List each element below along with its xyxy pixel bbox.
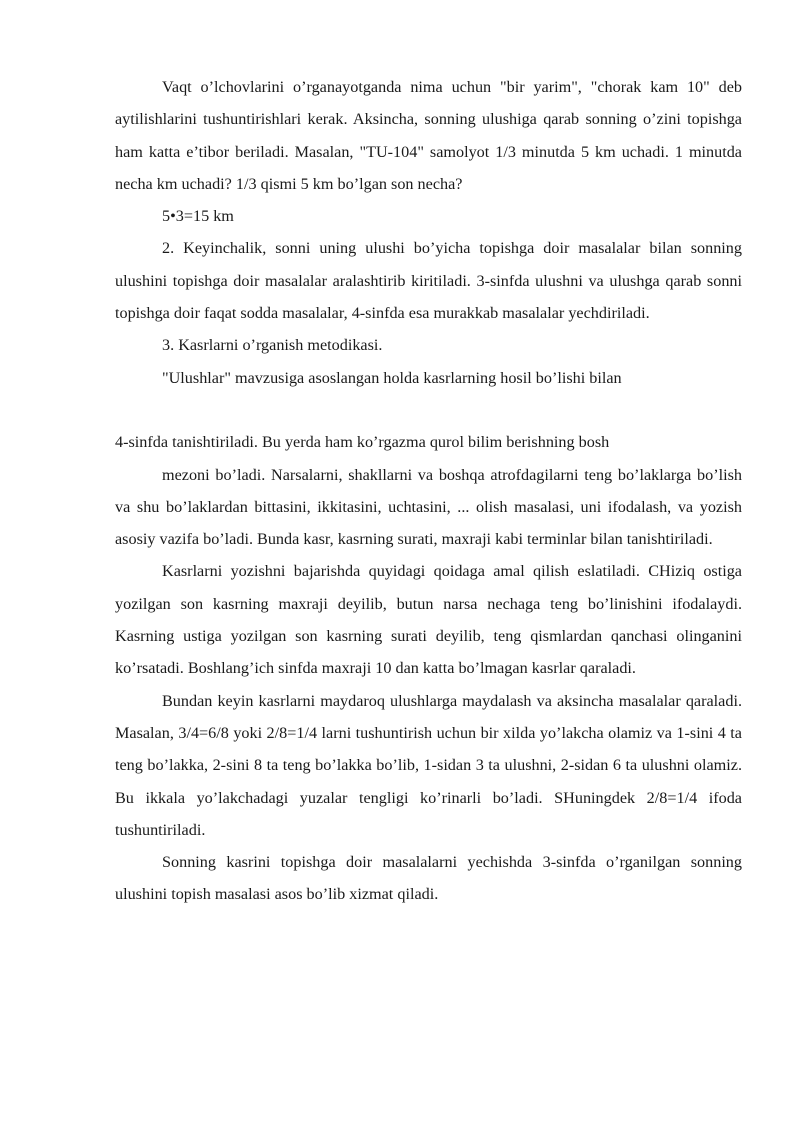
- paragraph-mixed-problems: 2. Keyinchalik, sonni uning ulushi bo’yicha topishga doir masalalar bilan sonning ulushini topishga doir masalalar aralashtirib kiritiladi. 3-sinfda ulushni va ulushga qarab sonni topishga doir faqat sodda masalalar, 4-sinfda esa murakkab masalalar yechdiriladi.: [115, 239, 742, 323]
- section-heading-fractions: 3. Kasrlarni o’rganish metodikasi.: [162, 336, 383, 355]
- paragraph-grade-4: 4-sinfda tanishtiriladi. Bu yerda ham ko’rgazma qurol bilim berishning bosh: [115, 433, 610, 452]
- paragraph-calculation: 5•3=15 km: [162, 207, 234, 226]
- paragraph-writing-rule: Kasrlarni yozishni bajarishda quyidagi qoidaga amal qilish eslatiladi. CHiziq ostiga yozilgan son kasrning maxraji deyilib, butun narsa nechaga teng bo’linishini ifodalaydi. Kasrning ustiga yozilgan son kasrning surati deyilib, teng qismlardan qanchasi olinganini ko’rsatadi. Boshlang’ich sinfda maxraji 10 dan katta bo’lmagan kasrlar qaraladi.: [115, 562, 742, 678]
- paragraph-fraction-of-number: Sonning kasrini topishga doir masalalarni yechishda 3-sinfda o’rganilgan sonning ulushini topish masalasi asos bo’lib xizmat qiladi.: [115, 853, 742, 904]
- paragraph-visual-aids: mezoni bo’ladi. Narsalarni, shakllarni va boshqa atrofdagilarni teng bo’laklarga bo’lish va shu bo’laklardan bittasini, ikkitasini, uchtasini, ... olish masalasi, uni ifodalash, va yozish asosiy vazifa bo’ladi. Bunda kasr, kasrning surati, maxraji kabi terminlar bilan tanishtiriladi.: [115, 465, 742, 549]
- paragraph-time-measurement: Vaqt o’lchovlarini o’rganayotganda nima uchun "bir yarim", "chorak kam 10" deb aytilishlarini tushuntirishlari kerak. Aksincha, sonning ulushiga qarab sonning o’zini topishga ham katta e’tibor beriladi. Masalan, "TU-104" samolyot 1/3 minutda 5 km uchadi. 1 minutda necha km uchadi? 1/3 qismi 5 km bo’lgan son necha?: [115, 78, 742, 193]
- document-page: [115, 71, 742, 911]
- paragraph-subdividing: Bundan keyin kasrlarni maydaroq ulushlarga maydalash va aksincha masalalar qaraladi. Masalan, 3/4=6/8 yoki 2/8=1/4 larni tushuntirish uchun bir xilda yo’lakcha olamiz va 1-sini 4 ta teng bo’lakka, 2-sini 8 ta teng bo’lakka bo’lib, 1-sidan 3 ta ulushni, 2-sidan 6 ta ulushni olamiz. Bu ikkala yo’lakchadagi yuzalar tengligi ko’rinarli bo’ladi. SHuningdek 2/8=1/4 ifoda tushuntiriladi.: [115, 691, 742, 839]
- paragraph-fractions-intro: "Ulushlar" mavzusiga asoslangan holda kasrlarning hosil bo’lishi bilan: [162, 368, 622, 387]
